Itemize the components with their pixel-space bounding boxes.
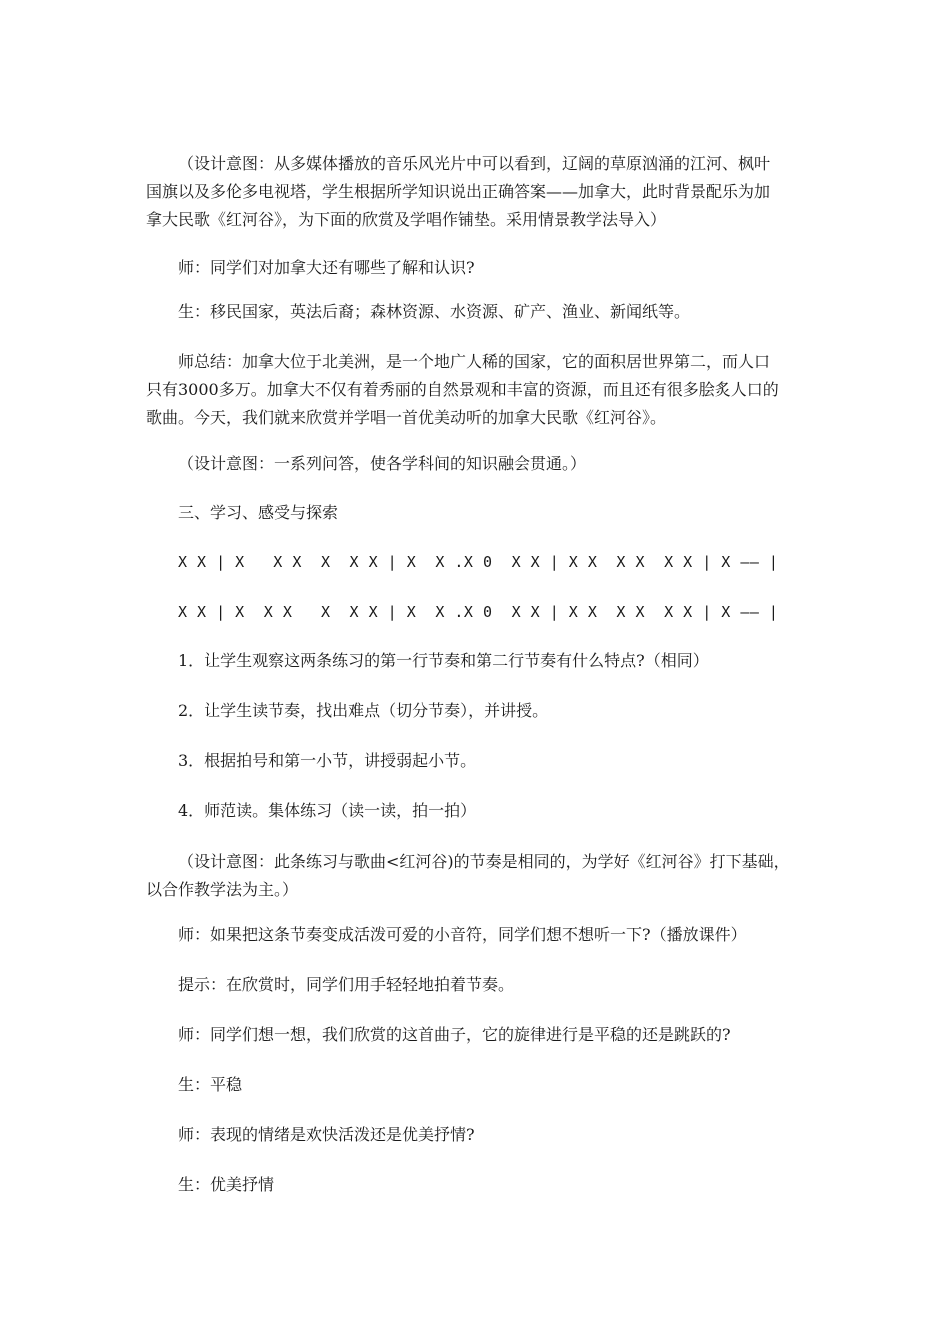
student-answer-3: 生：平稳 [178, 1075, 243, 1094]
text-line: 只有3000多万。加拿大不仅有着秀丽的自然景观和丰富的资源，而且还有很多脍炙人口的 [146, 380, 779, 399]
design-intent-2: （设计意图：一系列问答，使各学科间的知识融会贯通。） [178, 454, 587, 473]
text-line: （设计意图：从多媒体播放的音乐风光片中可以看到，辽阔的草原汹涌的江河、枫叶 [178, 154, 771, 173]
student-answer-1: 生：移民国家，英法后裔；森林资源、水资源、矿产、渔业、新闻纸等。 [178, 302, 691, 321]
text-line: 拿大民歌《红河谷》，为下面的欣赏及学唱作铺垫。采用情景教学法导入） [146, 210, 667, 229]
text-line: 国旗以及多伦多电视塔，学生根据所学知识说出正确答案——加拿大，此时背景配乐为加 [146, 182, 771, 201]
tip-text: 提示：在欣赏时，同学们用手轻轻地拍着节奏。 [178, 975, 515, 994]
rhythm-line-2: X X | X X X X X X | X X .X 0 X X | X X X X X X | X —— | [178, 603, 779, 621]
rhythm-line-1: X X | X X X X X X | X X .X 0 X X | X X X X X X | X —— | [178, 553, 779, 571]
text-line: 歌曲。今天，我们就来欣赏并学唱一首优美动听的加拿大民歌《红河谷》。 [146, 408, 667, 427]
design-intent-3 [146, 848, 826, 904]
teacher-question-4: 师：表现的情绪是欢快活泼还是优美抒情? [178, 1125, 475, 1144]
text-line: 以合作教学法为主。） [146, 880, 299, 899]
step-item: 3．根据拍号和第一小节，讲授弱起小节。 [178, 751, 477, 770]
teacher-question-1: 师：同学们对加拿大还有哪些了解和认识? [178, 258, 475, 277]
text-line: 师总结：加拿大位于北美洲，是一个地广人稀的国家，它的面积居世界第二，而人口 [178, 352, 771, 371]
step-item: 1．让学生观察这两条练习的第一行节奏和第二行节奏有什么特点?（相同） [178, 651, 709, 670]
text-line: （设计意图：此条练习与歌曲<红河谷)的节奏是相同的，为学好《红河谷》打下基础， [178, 852, 790, 871]
design-intent-1 [146, 150, 826, 234]
student-answer-4: 生：优美抒情 [178, 1175, 275, 1194]
step-item: 4．师范读。集体练习（读一读，拍一拍） [178, 801, 477, 820]
teacher-question-3: 师：同学们想一想，我们欣赏的这首曲子，它的旋律进行是平稳的还是跳跃的? [178, 1025, 731, 1044]
teacher-summary [146, 348, 826, 432]
teacher-question-2: 师：如果把这条节奏变成活泼可爱的小音符，同学们想不想听一下?（播放课件） [178, 925, 747, 944]
section-title: 三、学习、感受与探索 [178, 503, 339, 522]
step-item: 2．让学生读节奏，找出难点（切分节奏），并讲授。 [178, 701, 549, 720]
